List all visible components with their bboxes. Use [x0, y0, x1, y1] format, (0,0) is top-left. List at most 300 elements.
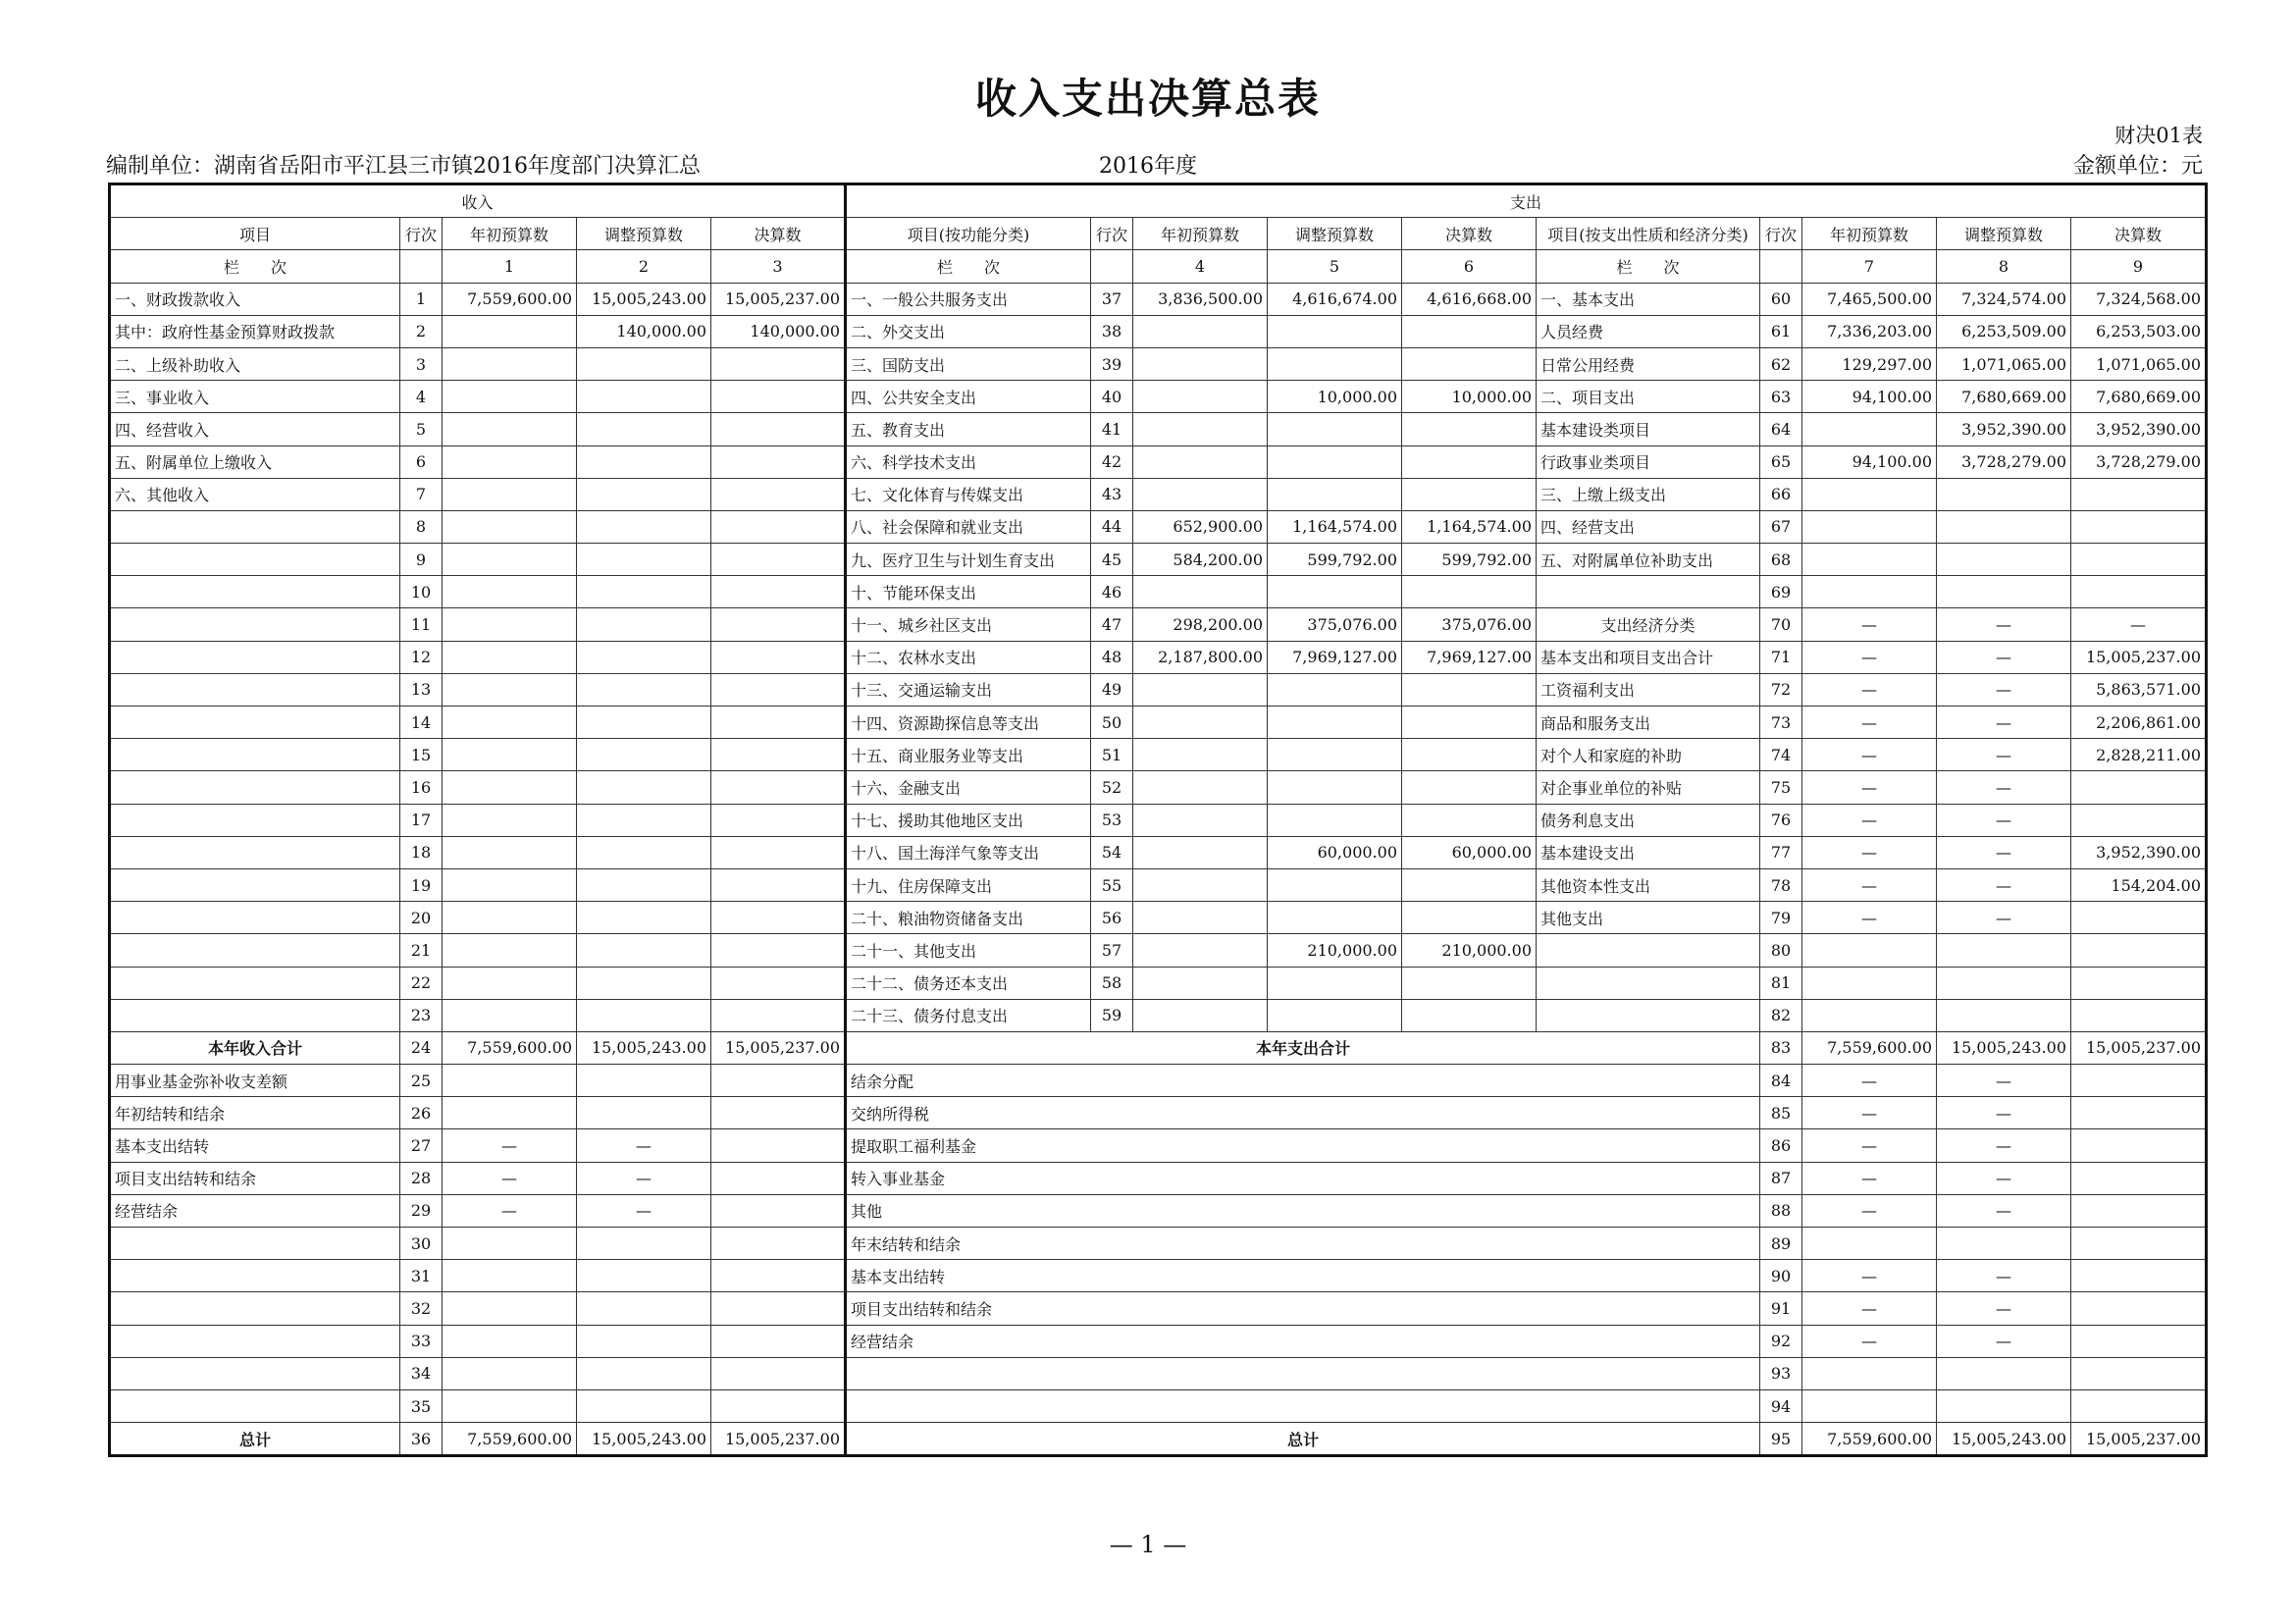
econ-final	[2071, 1357, 2207, 1389]
func-initial	[1133, 347, 1268, 380]
econ-line: 79	[1760, 902, 1802, 934]
func-adjusted: 599,792.00	[1268, 544, 1402, 576]
income-line: 19	[400, 868, 443, 901]
income-final	[711, 1228, 846, 1260]
econ-line: 66	[1760, 478, 1802, 510]
income-initial: —	[443, 1162, 577, 1194]
func-line: 50	[1091, 707, 1133, 739]
income-final	[711, 1389, 846, 1422]
func-adjusted	[1268, 771, 1402, 804]
func-line: 52	[1091, 771, 1133, 804]
col-index-4: 4	[1133, 250, 1268, 283]
income-initial	[443, 1389, 577, 1422]
econ-final: 5,863,571.00	[2071, 673, 2207, 706]
table-row	[110, 771, 2207, 804]
income-line: 2	[400, 315, 443, 347]
income-final	[711, 381, 846, 413]
func-line: 45	[1091, 544, 1133, 576]
func-final	[1402, 347, 1537, 380]
table-row	[110, 510, 2207, 543]
econ-final	[2071, 544, 2207, 576]
econ-initial	[1802, 1357, 1937, 1389]
func-line: 38	[1091, 315, 1133, 347]
econ-item: 人员经费	[1537, 315, 1760, 347]
func-adjusted	[1268, 315, 1402, 347]
income-line: 30	[400, 1228, 443, 1260]
income-item	[110, 739, 400, 771]
table-row	[110, 804, 2207, 836]
income-line: 33	[400, 1325, 443, 1357]
func-line: 53	[1091, 804, 1133, 836]
func-initial	[1133, 315, 1268, 347]
econ-line: 75	[1760, 771, 1802, 804]
func-line: 37	[1091, 283, 1133, 315]
func-initial	[1133, 836, 1268, 868]
econ-line: 72	[1760, 673, 1802, 706]
econ-final	[2071, 478, 2207, 510]
econ-line: 67	[1760, 510, 1802, 543]
econ-adjusted	[1937, 478, 2071, 510]
expense-group-header: 支出	[846, 184, 2207, 218]
col-header-line: 行次	[400, 218, 443, 250]
func-final: 10,000.00	[1402, 381, 1537, 413]
expense-grand-total-label: 总计	[846, 1423, 1760, 1456]
func-final	[1402, 413, 1537, 445]
income-grand-total-label: 总计	[110, 1423, 400, 1456]
table-row	[110, 381, 2207, 413]
econ-line: 77	[1760, 836, 1802, 868]
econ-initial: —	[1802, 1162, 1937, 1194]
func-item: 十一、城乡社区支出	[846, 608, 1091, 641]
col-header-final: 决算数	[1402, 218, 1537, 250]
income-initial: 7,559,600.00	[443, 283, 577, 315]
econ-initial	[1802, 934, 1937, 967]
income-initial	[443, 739, 577, 771]
econ-adjusted: —	[1937, 608, 2071, 641]
income-line: 23	[400, 999, 443, 1031]
econ-item: 二、项目支出	[1537, 381, 1760, 413]
expense-item: 结余分配	[846, 1065, 1760, 1097]
table-row	[110, 1325, 2207, 1357]
income-initial	[443, 478, 577, 510]
func-initial	[1133, 381, 1268, 413]
func-adjusted	[1268, 804, 1402, 836]
econ-final	[2071, 1325, 2207, 1357]
econ-initial: —	[1802, 804, 1937, 836]
income-item	[110, 1228, 400, 1260]
econ-line: 84	[1760, 1065, 1802, 1097]
income-initial: —	[443, 1194, 577, 1227]
econ-adjusted: —	[1937, 739, 2071, 771]
func-item: 十四、资源勘探信息等支出	[846, 707, 1091, 739]
income-final	[711, 1065, 846, 1097]
func-adjusted	[1268, 413, 1402, 445]
func-line: 54	[1091, 836, 1133, 868]
income-initial: 7,559,600.00	[443, 1031, 577, 1064]
econ-line: 73	[1760, 707, 1802, 739]
income-final	[711, 445, 846, 478]
income-final	[711, 1325, 846, 1357]
func-final	[1402, 445, 1537, 478]
col-index-1: 1	[443, 250, 577, 283]
econ-final	[2071, 1162, 2207, 1194]
table-row	[110, 1389, 2207, 1422]
income-item	[110, 1260, 400, 1292]
income-item	[110, 902, 400, 934]
income-final: 15,005,237.00	[711, 1423, 846, 1456]
income-adjusted	[577, 999, 711, 1031]
func-item: 一、一般公共服务支出	[846, 283, 1091, 315]
func-final	[1402, 868, 1537, 901]
income-adjusted	[577, 1260, 711, 1292]
income-adjusted	[577, 739, 711, 771]
func-item: 二、外交支出	[846, 315, 1091, 347]
econ-item: 债务利息支出	[1537, 804, 1760, 836]
expense-year-total-label: 本年支出合计	[846, 1031, 1760, 1064]
income-initial	[443, 1065, 577, 1097]
func-item: 八、社会保障和就业支出	[846, 510, 1091, 543]
income-initial	[443, 315, 577, 347]
income-year-total-label: 本年收入合计	[110, 1031, 400, 1064]
func-item: 六、科学技术支出	[846, 445, 1091, 478]
fiscal-year: 2016年度	[1099, 154, 1197, 179]
income-item	[110, 510, 400, 543]
income-initial	[443, 413, 577, 445]
econ-line: 63	[1760, 381, 1802, 413]
func-line: 51	[1091, 739, 1133, 771]
income-final	[711, 413, 846, 445]
income-final	[711, 608, 846, 641]
income-line: 20	[400, 902, 443, 934]
expense-item: 项目支出结转和结余	[846, 1292, 1760, 1325]
econ-item: 基本建设支出	[1537, 836, 1760, 868]
func-item: 二十三、债务付息支出	[846, 999, 1091, 1031]
econ-line: 93	[1760, 1357, 1802, 1389]
income-adjusted	[577, 576, 711, 608]
econ-adjusted: 7,324,574.00	[1937, 283, 2071, 315]
econ-line: 89	[1760, 1228, 1802, 1260]
income-line: 34	[400, 1357, 443, 1389]
func-final	[1402, 902, 1537, 934]
income-final	[711, 544, 846, 576]
income-adjusted	[577, 868, 711, 901]
func-item: 十、节能环保支出	[846, 576, 1091, 608]
col-header-final: 决算数	[711, 218, 846, 250]
func-item: 十六、金融支出	[846, 771, 1091, 804]
table-row	[110, 478, 2207, 510]
income-final	[711, 707, 846, 739]
func-line: 55	[1091, 868, 1133, 901]
income-line: 28	[400, 1162, 443, 1194]
func-item: 十八、国土海洋气象等支出	[846, 836, 1091, 868]
income-initial	[443, 347, 577, 380]
grand-total-row	[110, 1423, 2207, 1456]
econ-adjusted: —	[1937, 868, 2071, 901]
col-index-2: 2	[577, 250, 711, 283]
func-final	[1402, 707, 1537, 739]
income-adjusted	[577, 347, 711, 380]
income-initial	[443, 967, 577, 999]
econ-adjusted: 15,005,243.00	[1937, 1423, 2071, 1456]
econ-adjusted: —	[1937, 641, 2071, 673]
income-initial	[443, 1325, 577, 1357]
econ-initial: —	[1802, 707, 1937, 739]
income-item	[110, 1292, 400, 1325]
income-item	[110, 1325, 400, 1357]
table-row	[110, 641, 2207, 673]
col-header-initial: 年初预算数	[1802, 218, 1937, 250]
expense-item: 经营结余	[846, 1325, 1760, 1357]
econ-adjusted: —	[1937, 771, 2071, 804]
econ-adjusted	[1937, 576, 2071, 608]
table-row	[110, 1097, 2207, 1129]
income-line: 35	[400, 1389, 443, 1422]
econ-adjusted: —	[1937, 673, 2071, 706]
func-line: 44	[1091, 510, 1133, 543]
func-final	[1402, 967, 1537, 999]
econ-adjusted: —	[1937, 804, 2071, 836]
income-initial	[443, 999, 577, 1031]
econ-line: 95	[1760, 1423, 1802, 1456]
income-final	[711, 1292, 846, 1325]
func-final	[1402, 576, 1537, 608]
income-line: 31	[400, 1260, 443, 1292]
col-index-9: 9	[2071, 250, 2207, 283]
income-item: 六、其他收入	[110, 478, 400, 510]
econ-initial: 94,100.00	[1802, 381, 1937, 413]
func-adjusted: 7,969,127.00	[1268, 641, 1402, 673]
income-adjusted	[577, 608, 711, 641]
func-line: 56	[1091, 902, 1133, 934]
income-final: 15,005,237.00	[711, 1031, 846, 1064]
income-line: 12	[400, 641, 443, 673]
func-final	[1402, 739, 1537, 771]
table-row	[110, 1357, 2207, 1389]
income-adjusted	[577, 804, 711, 836]
func-item: 二十二、债务还本支出	[846, 967, 1091, 999]
func-item: 十九、住房保障支出	[846, 868, 1091, 901]
econ-line: 61	[1760, 315, 1802, 347]
econ-item: 其他支出	[1537, 902, 1760, 934]
table-row	[110, 315, 2207, 347]
func-adjusted	[1268, 673, 1402, 706]
col-header-line: 行次	[1760, 218, 1802, 250]
income-final	[711, 739, 846, 771]
econ-final: 3,728,279.00	[2071, 445, 2207, 478]
econ-adjusted	[1937, 1357, 2071, 1389]
func-item: 十五、商业服务业等支出	[846, 739, 1091, 771]
econ-item	[1537, 934, 1760, 967]
income-line: 1	[400, 283, 443, 315]
income-line: 18	[400, 836, 443, 868]
income-item	[110, 836, 400, 868]
func-initial	[1133, 804, 1268, 836]
econ-final	[2071, 1097, 2207, 1129]
expense-item: 年末结转和结余	[846, 1228, 1760, 1260]
income-item: 其中：政府性基金预算财政拨款	[110, 315, 400, 347]
income-item: 四、经营收入	[110, 413, 400, 445]
econ-item: 四、经营支出	[1537, 510, 1760, 543]
income-initial: —	[443, 1129, 577, 1162]
econ-final: 7,324,568.00	[2071, 283, 2207, 315]
income-adjusted	[577, 1325, 711, 1357]
compiling-unit: 编制单位：湖南省岳阳市平江县三市镇2016年度部门决算汇总	[106, 154, 701, 179]
econ-initial: 7,336,203.00	[1802, 315, 1937, 347]
econ-final: 2,206,861.00	[2071, 707, 2207, 739]
econ-final: 154,204.00	[2071, 868, 2207, 901]
income-adjusted	[577, 1228, 711, 1260]
income-item: 二、上级补助收入	[110, 347, 400, 380]
econ-final	[2071, 1065, 2207, 1097]
income-final	[711, 1260, 846, 1292]
expense-item	[846, 1357, 1760, 1389]
econ-item: 商品和服务支出	[1537, 707, 1760, 739]
func-initial: 652,900.00	[1133, 510, 1268, 543]
econ-item: 五、对附属单位补助支出	[1537, 544, 1760, 576]
econ-line: 91	[1760, 1292, 1802, 1325]
func-adjusted	[1268, 739, 1402, 771]
income-adjusted: 140,000.00	[577, 315, 711, 347]
income-line: 36	[400, 1423, 443, 1456]
func-final: 1,164,574.00	[1402, 510, 1537, 543]
income-adjusted	[577, 1292, 711, 1325]
econ-final: 3,952,390.00	[2071, 836, 2207, 868]
income-final	[711, 1357, 846, 1389]
econ-line: 88	[1760, 1194, 1802, 1227]
income-final	[711, 902, 846, 934]
econ-line: 81	[1760, 967, 1802, 999]
econ-initial: —	[1802, 1065, 1937, 1097]
func-item: 二十、粮油物资储备支出	[846, 902, 1091, 934]
income-item	[110, 804, 400, 836]
col-header-func-item: 项目(按功能分类)	[846, 218, 1091, 250]
income-line: 8	[400, 510, 443, 543]
income-initial	[443, 902, 577, 934]
econ-final	[2071, 1292, 2207, 1325]
income-item	[110, 1357, 400, 1389]
func-adjusted	[1268, 999, 1402, 1031]
expense-item: 交纳所得税	[846, 1097, 1760, 1129]
income-item	[110, 999, 400, 1031]
income-line: 21	[400, 934, 443, 967]
income-final	[711, 1129, 846, 1162]
income-adjusted	[577, 1065, 711, 1097]
income-final	[711, 999, 846, 1031]
econ-final: 2,828,211.00	[2071, 739, 2207, 771]
func-item: 三、国防支出	[846, 347, 1091, 380]
income-item: 五、附属单位上缴收入	[110, 445, 400, 478]
income-final	[711, 673, 846, 706]
econ-item: 对个人和家庭的补助	[1537, 739, 1760, 771]
income-line: 11	[400, 608, 443, 641]
econ-initial: —	[1802, 1194, 1937, 1227]
econ-adjusted: —	[1937, 1129, 2071, 1162]
income-adjusted	[577, 510, 711, 543]
income-final	[711, 576, 846, 608]
econ-adjusted: —	[1937, 1162, 2071, 1194]
income-final: 140,000.00	[711, 315, 846, 347]
func-line: 43	[1091, 478, 1133, 510]
func-initial	[1133, 478, 1268, 510]
econ-line: 86	[1760, 1129, 1802, 1162]
income-initial	[443, 707, 577, 739]
econ-adjusted: —	[1937, 1097, 2071, 1129]
income-initial	[443, 836, 577, 868]
page-title: 收入支出决算总表	[974, 75, 1321, 123]
income-final	[711, 934, 846, 967]
income-item	[110, 641, 400, 673]
income-final: 15,005,237.00	[711, 283, 846, 315]
econ-adjusted	[1937, 1228, 2071, 1260]
econ-adjusted	[1937, 510, 2071, 543]
econ-adjusted: —	[1937, 836, 2071, 868]
income-initial	[443, 381, 577, 413]
func-final: 210,000.00	[1402, 934, 1537, 967]
econ-final	[2071, 1129, 2207, 1162]
table-row	[110, 1065, 2207, 1097]
column-index-row	[110, 250, 2207, 283]
col-header-line: 行次	[1091, 218, 1133, 250]
table-row	[110, 836, 2207, 868]
col-index-5: 5	[1268, 250, 1402, 283]
income-adjusted	[577, 673, 711, 706]
func-final: 599,792.00	[1402, 544, 1537, 576]
col-index-7: 7	[1802, 250, 1937, 283]
econ-initial: —	[1802, 868, 1937, 901]
income-line: 10	[400, 576, 443, 608]
econ-adjusted: —	[1937, 1260, 2071, 1292]
income-line: 5	[400, 413, 443, 445]
econ-initial	[1802, 967, 1937, 999]
econ-initial: 7,559,600.00	[1802, 1423, 1937, 1456]
func-adjusted	[1268, 478, 1402, 510]
income-final	[711, 836, 846, 868]
income-initial	[443, 544, 577, 576]
table-row	[110, 673, 2207, 706]
income-adjusted	[577, 1357, 711, 1389]
func-line: 59	[1091, 999, 1133, 1031]
income-line: 15	[400, 739, 443, 771]
income-item	[110, 673, 400, 706]
econ-item: 其他资本性支出	[1537, 868, 1760, 901]
econ-initial: 7,465,500.00	[1802, 283, 1937, 315]
econ-item: 行政事业类项目	[1537, 445, 1760, 478]
func-adjusted: 10,000.00	[1268, 381, 1402, 413]
func-adjusted: 4,616,674.00	[1268, 283, 1402, 315]
func-final: 4,616,668.00	[1402, 283, 1537, 315]
income-line: 32	[400, 1292, 443, 1325]
econ-line: 69	[1760, 576, 1802, 608]
income-item	[110, 967, 400, 999]
income-final	[711, 347, 846, 380]
table-row	[110, 283, 2207, 315]
income-item: 用事业基金弥补收支差额	[110, 1065, 400, 1097]
econ-initial: —	[1802, 1325, 1937, 1357]
column-header-row	[110, 218, 2207, 250]
income-adjusted: 15,005,243.00	[577, 1031, 711, 1064]
func-initial	[1133, 934, 1268, 967]
income-initial	[443, 1097, 577, 1129]
income-adjusted	[577, 771, 711, 804]
econ-adjusted	[1937, 934, 2071, 967]
func-initial	[1133, 673, 1268, 706]
econ-adjusted	[1937, 999, 2071, 1031]
col-header-adjusted: 调整预算数	[1937, 218, 2071, 250]
income-adjusted	[577, 934, 711, 967]
func-item: 十三、交通运输支出	[846, 673, 1091, 706]
income-final	[711, 478, 846, 510]
table-row	[110, 902, 2207, 934]
